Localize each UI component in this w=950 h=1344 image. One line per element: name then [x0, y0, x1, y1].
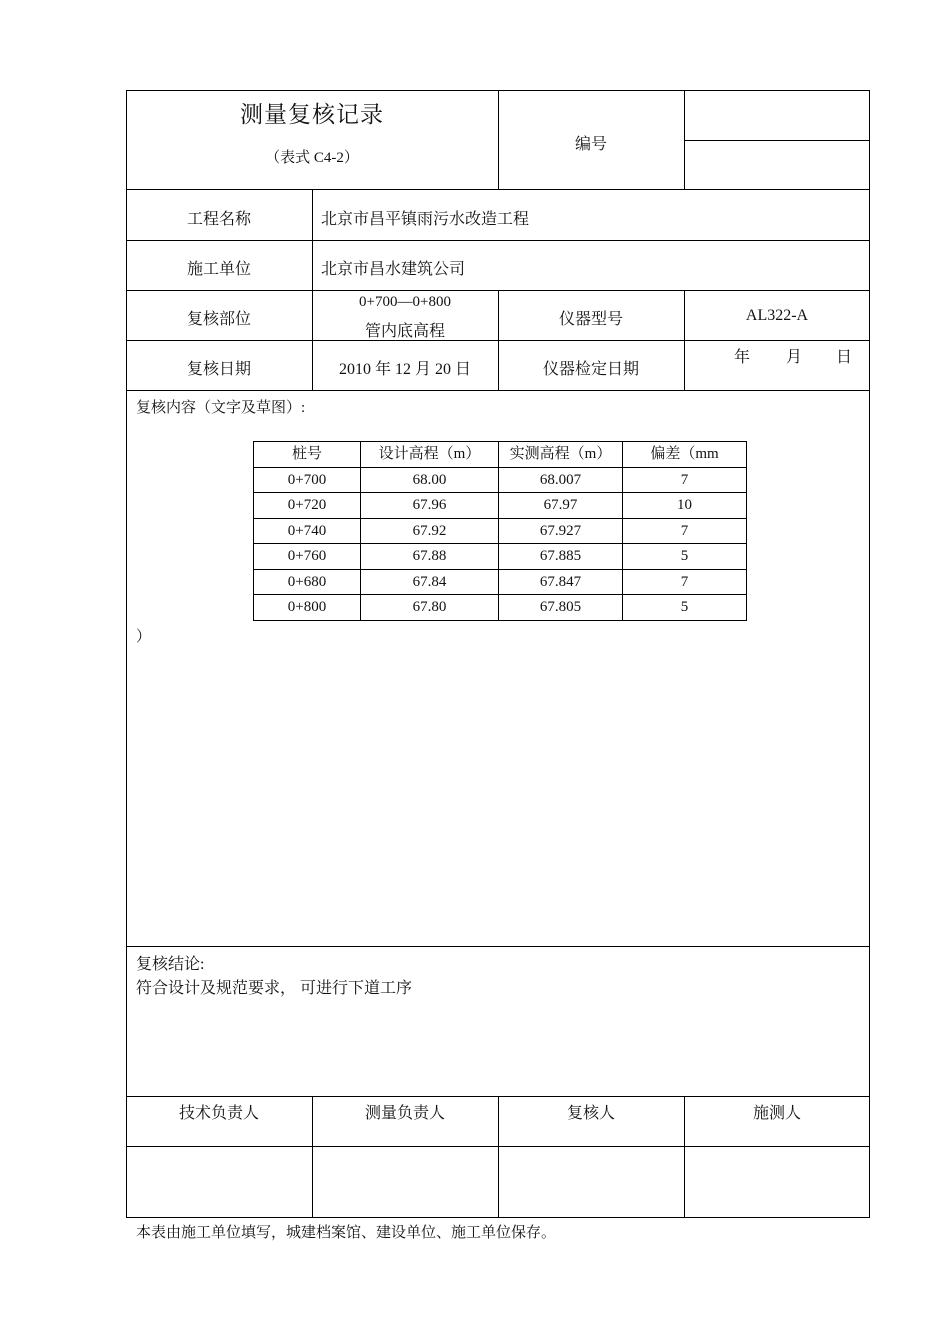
table-row [254, 595, 747, 621]
measured-elevation-cell: 67.805 [499, 595, 623, 621]
table-header-row [254, 442, 747, 468]
instrument-model-label: 仪器型号 [558, 311, 623, 328]
check-location-value-line1: 0+700—0+800 [359, 294, 451, 310]
content-closing-paren: ） [136, 629, 152, 645]
check-date-value: 2010 年 12 月 20 日 [338, 361, 471, 378]
deviation-cell: 10 [623, 493, 747, 519]
design-elevation-cell: 68.00 [361, 467, 499, 493]
number-value-field-2[interactable] [686, 142, 868, 188]
row-divider [126, 240, 870, 241]
conclusion-text: 符合设计及规范要求， 可进行下道工序 [136, 980, 413, 997]
measured-elevation-cell: 67.847 [499, 569, 623, 595]
table-row [254, 544, 747, 570]
column-header-measured-elevation: 实测高程（m） [499, 442, 623, 468]
check-date-label: 复核日期 [186, 361, 251, 378]
calibration-date-label: 仪器检定日期 [542, 361, 639, 378]
check-location-value-line2: 管内底高程 [364, 323, 445, 340]
surveyor-label: 施测人 [752, 1105, 801, 1122]
construction-unit-label: 施工单位 [186, 261, 251, 278]
stake-cell: 0+720 [254, 493, 361, 519]
column-divider [684, 290, 685, 391]
table-row [254, 493, 747, 519]
footer-note: 本表由施工单位填写，城建档案馆、建设单位、施工单位保存。 [136, 1225, 557, 1241]
row-divider [126, 946, 870, 947]
measured-elevation-cell: 68.007 [499, 467, 623, 493]
page-title: 测量复核记录 [240, 102, 384, 127]
number-field-divider [684, 140, 870, 141]
calibration-month: 月 [786, 349, 803, 366]
measured-elevation-cell: 67.97 [499, 493, 623, 519]
column-divider [684, 90, 685, 190]
deviation-cell: 7 [623, 467, 747, 493]
stake-cell: 0+800 [254, 595, 361, 621]
table-row [254, 518, 747, 544]
design-elevation-cell: 67.80 [361, 595, 499, 621]
project-name-value: 北京市昌平镇雨污水改造工程 [321, 211, 530, 228]
design-elevation-cell: 67.92 [361, 518, 499, 544]
deviation-cell: 7 [623, 518, 747, 544]
construction-unit-value: 北京市昌水建筑公司 [321, 261, 466, 278]
number-label: 编号 [574, 136, 607, 153]
survey-lead-label: 测量负责人 [364, 1105, 445, 1122]
column-header-stake: 桩号 [254, 442, 361, 468]
content-label: 复核内容（文字及草图）: [136, 400, 306, 416]
design-elevation-cell: 67.88 [361, 544, 499, 570]
instrument-model-value: AL322-A [745, 307, 809, 324]
calibration-year: 年 [734, 349, 751, 366]
technical-lead-label: 技术负责人 [178, 1105, 259, 1122]
surveyor-signature-field[interactable] [686, 1148, 868, 1216]
column-header-design-elevation: 设计高程（m） [361, 442, 499, 468]
check-location-label: 复核部位 [186, 311, 251, 328]
deviation-cell: 7 [623, 569, 747, 595]
stake-cell: 0+760 [254, 544, 361, 570]
deviation-cell: 5 [623, 595, 747, 621]
reviewer-label: 复核人 [566, 1105, 615, 1122]
stake-cell: 0+680 [254, 569, 361, 595]
reviewer-signature-field[interactable] [500, 1148, 682, 1216]
table-row [254, 569, 747, 595]
column-header-deviation: 偏差（mm [623, 442, 747, 468]
survey-lead-signature-field[interactable] [314, 1148, 496, 1216]
conclusion-label: 复核结论: [136, 956, 205, 973]
elevation-table [253, 441, 747, 621]
technical-lead-signature-field[interactable] [128, 1148, 310, 1216]
project-name-label: 工程名称 [186, 211, 251, 228]
design-elevation-cell: 67.96 [361, 493, 499, 519]
measured-elevation-cell: 67.927 [499, 518, 623, 544]
deviation-cell: 5 [623, 544, 747, 570]
form-code: （表式 C4-2） [265, 150, 359, 166]
stake-cell: 0+700 [254, 467, 361, 493]
table-row [254, 467, 747, 493]
number-value-field[interactable] [686, 92, 868, 138]
stake-cell: 0+740 [254, 518, 361, 544]
measured-elevation-cell: 67.885 [499, 544, 623, 570]
design-elevation-cell: 67.84 [361, 569, 499, 595]
calibration-day: 日 [836, 349, 853, 366]
